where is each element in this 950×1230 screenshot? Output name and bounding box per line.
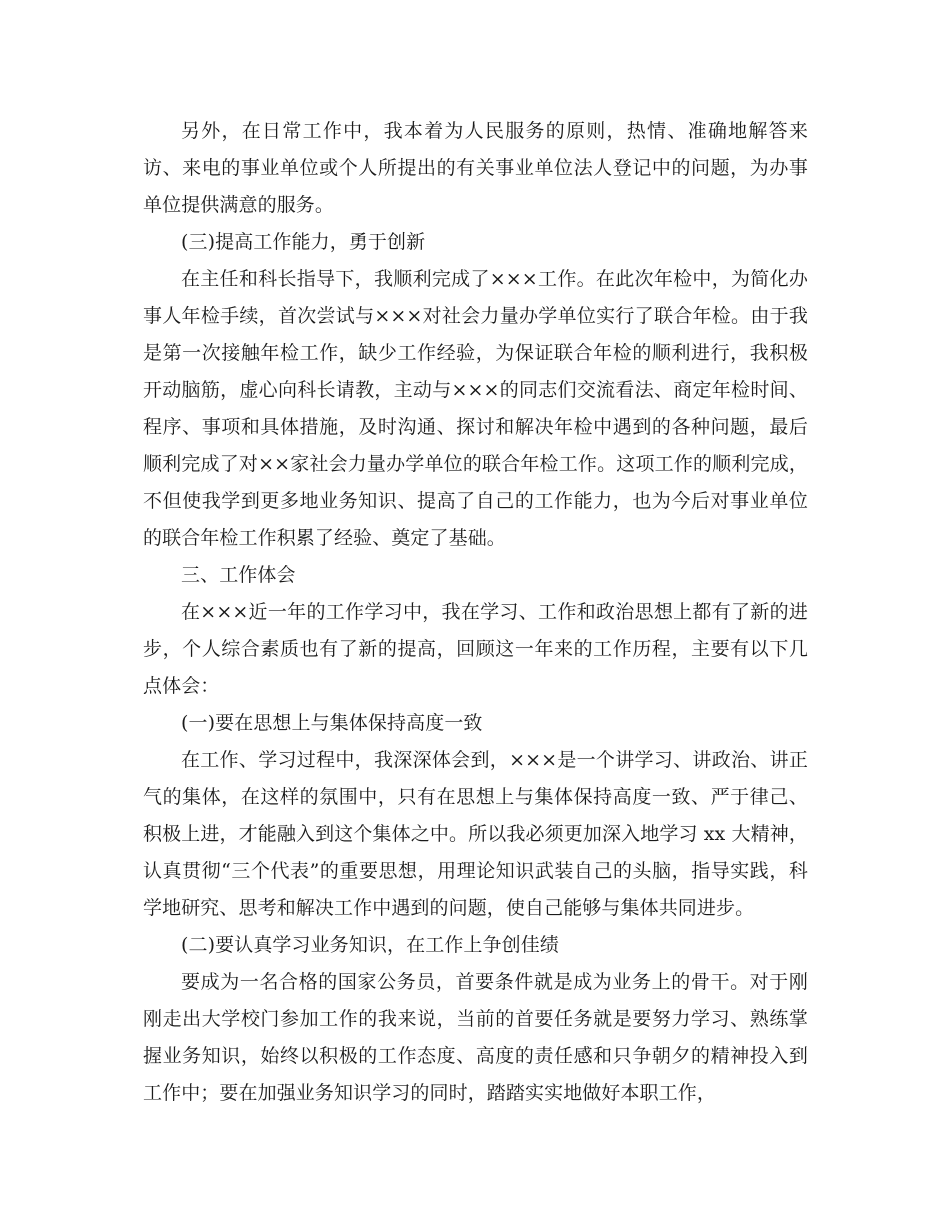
heading-work-experience: 三、工作体会 — [181, 564, 296, 586]
heading-study-business: (二)要认真学习业务知识，在工作上争创佳绩 — [181, 934, 559, 956]
paragraph-collective: 在工作、学习过程中，我深深体会到，×××是一个讲学习、讲政治、讲正气的集体，在这样的氛围中，只有在思想上与集体保持高度一致、严于律己、积极上进，才能融入到这个集体之中。所以我必须更加深入地学习 xx 大精神，认真贯彻“三个代表”的重要思想，用理论知识武装自己的头脑，指导实践，科学地研究、思考和解决工作中遇到的问题，使自己能够与集体共同进步。 — [143, 749, 808, 919]
document-body — [143, 113, 808, 1112]
paragraph-civil-servant: 要成为一名合格的国家公务员，首要条件就是成为业务上的骨干。对于刚刚走出大学校门参加工作的我来说，当前的首要任务就是要努力学习、熟练掌握业务知识，始终以积极的工作态度、高度的责任感和只争朝夕的精神投入到工作中；要在加强业务知识学习的同时，踏踏实实地做好本职工作， — [143, 971, 808, 1104]
paragraph-service: 另外，在日常工作中，我本着为人民服务的原则，热情、准确地解答来访、来电的事业单位或个人所提出的有关事业单位法人登记中的问题，为办事单位提供满意的服务。 — [143, 120, 808, 216]
paragraph-year-review: 在×××近一年的工作学习中，我在学习、工作和政治思想上都有了新的进步，个人综合素质也有了新的提高，回顾这一年来的工作历程，主要有以下几点体会： — [143, 601, 808, 697]
heading-ideological-unity: (一)要在思想上与集体保持高度一致 — [181, 712, 483, 734]
heading-improve-ability: (三)提高工作能力，勇于创新 — [181, 231, 426, 253]
paragraph-annual-inspection: 在主任和科长指导下，我顺利完成了×××工作。在此次年检中，为简化办事人年检手续，首次尝试与×××对社会力量办学单位实行了联合年检。由于我是第一次接触年检工作，缺少工作经验，为保证联合年检的顺利进行，我积极开动脑筋，虚心向科长请教，主动与×××的同志们交流看法、商定年检时间、程序、事项和具体措施，及时沟通、探讨和解决年检中遇到的各种问题，最后顺利完成了对××家社会力量办学单位的联合年检工作。这项工作的顺利完成，不但使我学到更多地业务知识、提高了自己的工作能力，也为今后对事业单位的联合年检工作积累了经验、奠定了基础。 — [143, 268, 808, 549]
